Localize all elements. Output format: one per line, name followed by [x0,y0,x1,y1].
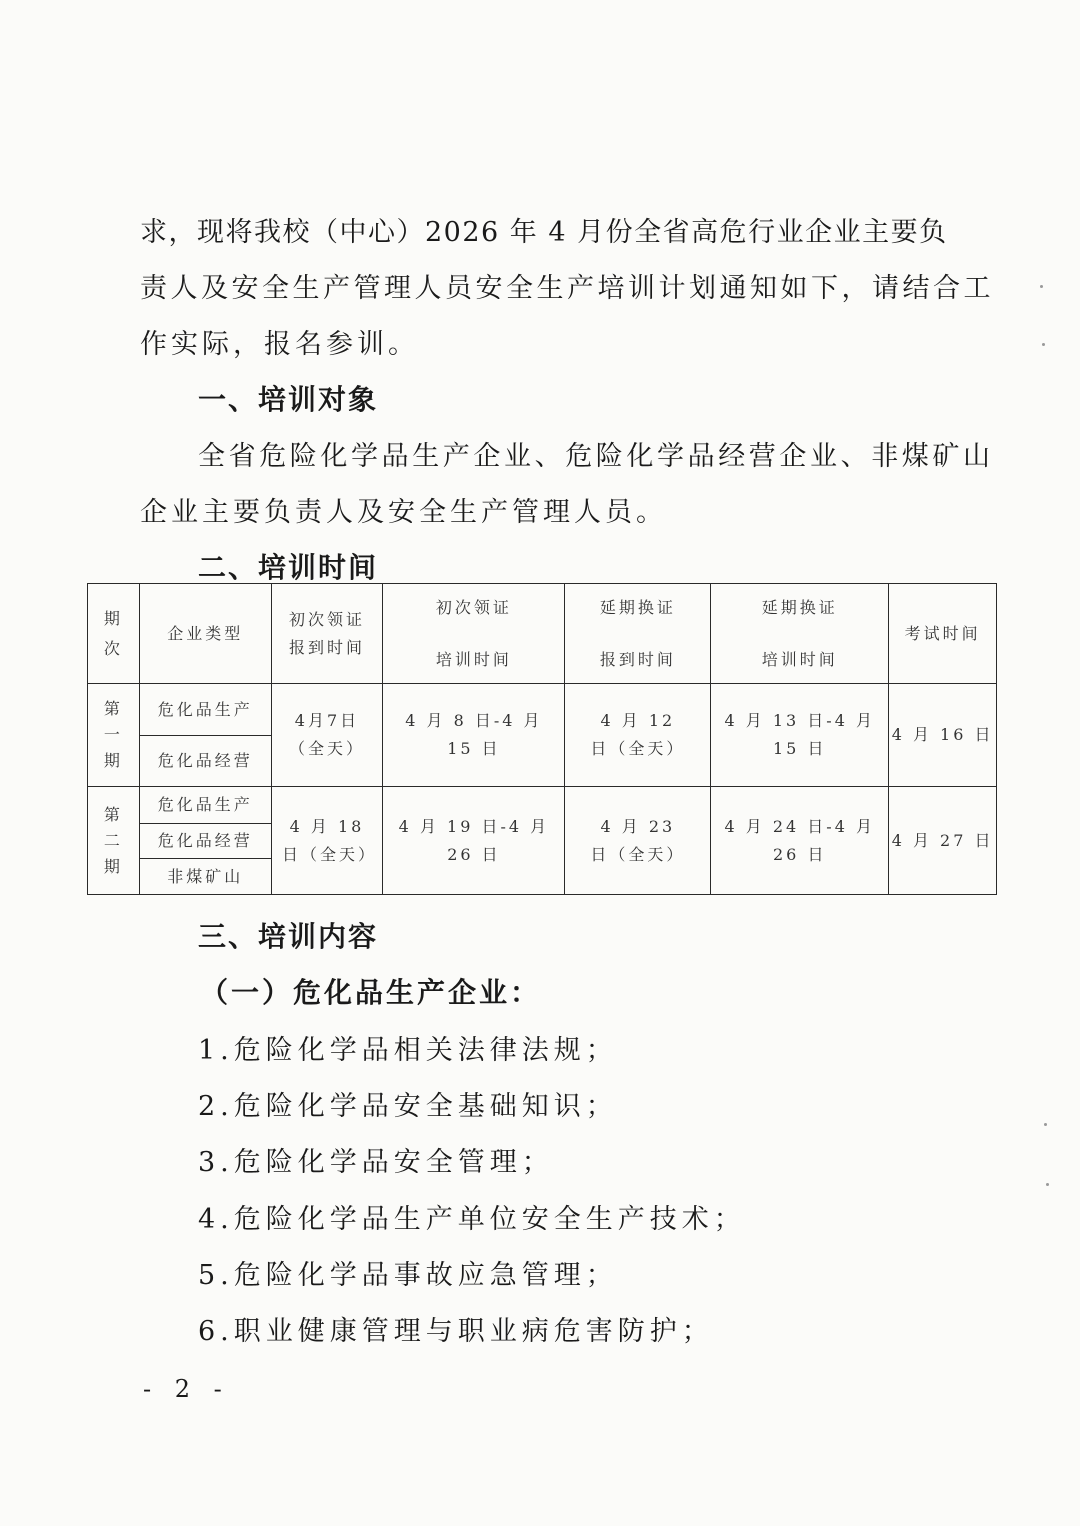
period2-renew-training-text: 4 月 24 日-4 月 26 日 [724,816,875,864]
period2-renew-report-text: 4 月 23 日（全天） [590,816,686,864]
header-renew-report [565,584,711,684]
header-renew-training [711,584,889,684]
header-renew-training-line-2: 培训时间 [761,649,838,669]
header-type: 企业类型 [139,584,271,684]
period2-label [88,787,140,895]
header-renew-report-line-1: 延期换证 [599,597,676,617]
section1-line-2: 企业主要负责人及安全生产管理人员。 [140,497,667,528]
content-item-5: 5.危险化学品事故应急管理； [198,1260,618,1291]
header-renew-report-line-2: 报到时间 [599,649,676,669]
period1-initial-training-text: 4 月 8 日-4 月 15 日 [405,711,543,758]
table-row [88,787,997,824]
intro-line-1-text: 求，现将我校（中心）2026 年 4 月份全省高危行业企业主要负 [140,217,948,248]
period1-renew-report-text: 4 月 12 日（全天） [590,711,686,758]
period2-type-1: 危化品生产 [139,787,271,824]
table-row [88,684,997,736]
period2-renew-training [711,787,889,895]
section-heading-content: 三、培训内容 [198,920,379,953]
section1-line-1: 全省危险化学品生产企业、危险化学品经营企业、非煤矿山 [198,441,994,472]
scan-speck [1046,1183,1049,1186]
period1-renew-report [565,684,711,787]
period2-renew-report [565,787,711,895]
subsection-heading-production: （一）危化品生产企业： [200,976,542,1009]
scan-speck [1044,1123,1047,1126]
intro-line-3: 作实际，报名参训。 [140,329,419,360]
period2-initial-training-text: 4 月 19 日-4 月 26 日 [398,816,550,864]
header-exam: 考试时间 [889,584,997,684]
period2-type-2: 危化品经营 [139,824,271,859]
period1-exam: 4 月 16 日 [889,684,997,787]
content-item-4: 4.危险化学品生产单位安全生产技术； [198,1204,746,1235]
period2-initial-report [271,787,383,895]
content-item-2: 2.危险化学品安全基础知识； [198,1091,618,1122]
header-initial-training-line-2: 培训时间 [435,649,512,669]
period1-type-2: 危化品经营 [139,736,271,787]
training-schedule-table [87,583,997,895]
period1-initial-training [383,684,565,787]
period1-initial-report-text: 4月7日（全天） [288,711,365,758]
period1-label [88,684,140,787]
period2-type-3: 非煤矿山 [139,859,271,895]
scan-speck [1042,343,1045,346]
period2-label-text: 第二期 [103,804,123,876]
scan-speck [1040,285,1043,288]
header-renew-training-line-1: 延期换证 [761,597,838,617]
section-heading-target: 一、培训对象 [198,383,379,416]
period1-renew-training [711,684,889,787]
content-item-3: 3.危险化学品安全管理； [198,1147,554,1178]
intro-line-1 [140,210,948,249]
content-item-1: 1.危险化学品相关法律法规； [198,1035,618,1066]
header-initial-report [271,584,383,684]
header-period-text: 期次 [103,608,123,658]
period1-renew-training-text: 4 月 13 日-4 月 15 日 [724,711,875,758]
header-initial-training [383,584,565,684]
period2-exam: 4 月 27 日 [889,787,997,895]
period2-initial-report-text: 4 月 18 日（全天） [281,816,377,864]
period1-type-1: 危化品生产 [139,684,271,736]
header-initial-report-text: 初次领证报到时间 [288,609,365,657]
table-header-row [88,584,997,684]
period1-label-text: 第一期 [103,699,123,770]
period1-initial-report [271,684,383,787]
page-number: - 2 - [143,1375,230,1403]
period2-initial-training [383,787,565,895]
intro-line-2: 责人及安全生产管理人员安全生产培训计划通知如下，请结合工 [140,273,994,304]
header-period [88,584,140,684]
content-item-6: 6.职业健康管理与职业病危害防护； [198,1316,714,1347]
header-initial-training-line-1: 初次领证 [435,597,512,617]
section-heading-time: 二、培训时间 [198,551,379,584]
